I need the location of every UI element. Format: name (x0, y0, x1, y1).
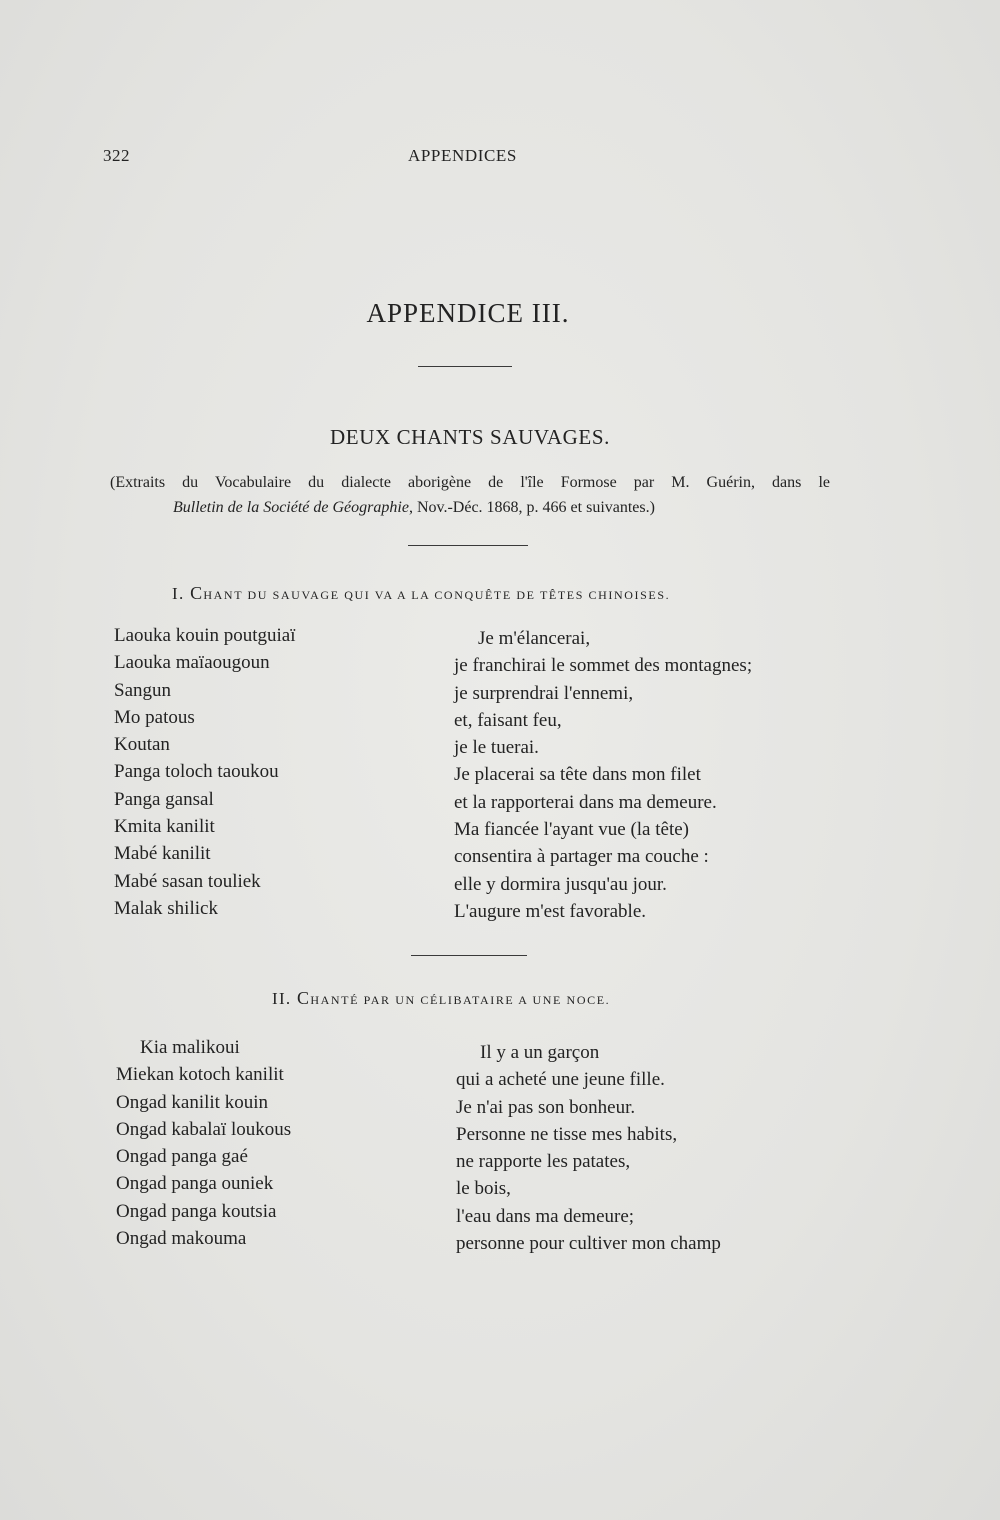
song-1-heading (172, 583, 670, 604)
song-2-original-text (116, 1034, 291, 1252)
song-1-original-text (114, 622, 296, 922)
verse-line: Ongad kanilit kouin (116, 1091, 268, 1113)
song-1-numeral: I. (172, 584, 185, 603)
verse-line: consentira à partager ma couche : (454, 846, 709, 868)
verse-line: Panga toloch taoukou (114, 761, 279, 783)
verse-line: Ongad kabalaï loukous (116, 1118, 292, 1140)
source-note-citation: , Nov.-Déc. 1868, p. 466 et suivantes.) (408, 499, 655, 516)
verse-line: Laouka kouin poutguiaï (114, 625, 296, 646)
verse-line: Mabé kanilit (114, 843, 211, 865)
verse-line: Ongad makouma (116, 1228, 247, 1250)
song-2-translation (456, 1039, 721, 1257)
verse-line: Je m'élancerai, (478, 628, 591, 649)
verse-line: Mo patous (114, 706, 195, 728)
page-number: 322 (103, 146, 130, 165)
verse-line: Panga gansal (114, 788, 214, 810)
verse-line: Ma fiancée l'ayant vue (la tête) (454, 819, 689, 841)
verse-line: Koutan (114, 734, 170, 756)
verse-line: je franchirai le sommet des montagnes; (454, 655, 753, 677)
verse-line: Malak shilick (114, 897, 218, 919)
verse-line: Kia malikoui (140, 1037, 240, 1058)
song-2-heading-initial: C (297, 988, 311, 1008)
section-title: DEUX CHANTS SAUVAGES. (330, 425, 610, 449)
song-1-translation (454, 625, 752, 925)
source-note (110, 470, 830, 520)
verse-line: qui a acheté une jeune fille. (456, 1069, 665, 1091)
source-note-line-1: (Extraits du Vocabulaire du dialecte aborigène de l'île Formose par M. Guérin, dans le (110, 474, 830, 491)
verse-line: Mabé sasan touliek (114, 870, 261, 892)
appendix-title: APPENDICE III. (366, 298, 570, 328)
verse-line: Kmita kanilit (114, 816, 215, 838)
verse-line: le bois, (456, 1178, 511, 1200)
verse-line: ne rapporte les patates, (456, 1151, 631, 1173)
verse-line: personne pour cultiver mon champ (456, 1233, 721, 1255)
verse-line: Ongad panga gaé (116, 1146, 248, 1168)
song-1-heading-initial: C (190, 583, 204, 603)
song-2-numeral: II. (272, 989, 292, 1008)
verse-line: l'eau dans ma demeure; (456, 1205, 635, 1227)
verse-line: Sangun (114, 679, 171, 701)
verse-line: Il y a un garçon (480, 1042, 600, 1063)
journal-title: Bulletin de la Société de Géographie (173, 499, 409, 516)
section-rule-2 (411, 955, 527, 956)
verse-line: elle y dormira jusqu'au jour. (454, 873, 667, 895)
verse-line: et la rapporterai dans ma demeure. (454, 791, 717, 813)
song-2-heading (272, 988, 610, 1009)
verse-line: Ongad panga ouniek (116, 1173, 274, 1195)
verse-line: et, faisant feu, (454, 709, 562, 731)
song-1-heading-text: HANT DU SAUVAGE QUI VA A LA CONQUÊTE DE TÊTES CHINOISES. (203, 588, 671, 602)
verse-line: Personne ne tisse mes habits, (456, 1123, 678, 1145)
running-title: APPENDICES (408, 146, 517, 165)
song-2-heading-text: HANTÉ PAR UN CÉLIBATAIRE A UNE NOCE. (310, 993, 611, 1007)
verse-line: Miekan kotoch kanilit (116, 1064, 284, 1086)
verse-line: Je n'ai pas son bonheur. (456, 1096, 636, 1118)
title-rule (418, 366, 512, 367)
source-note-line-2 (110, 495, 830, 520)
verse-line: je le tuerai. (454, 737, 539, 759)
verse-line: Laouka maïaougoun (114, 652, 270, 674)
verse-line: Ongad panga koutsia (116, 1200, 277, 1222)
verse-line: Je placerai sa tête dans mon filet (454, 764, 701, 786)
section-rule-1 (408, 545, 528, 546)
verse-line: je surprendrai l'ennemi, (454, 682, 634, 704)
verse-line: L'augure m'est favorable. (454, 900, 647, 922)
